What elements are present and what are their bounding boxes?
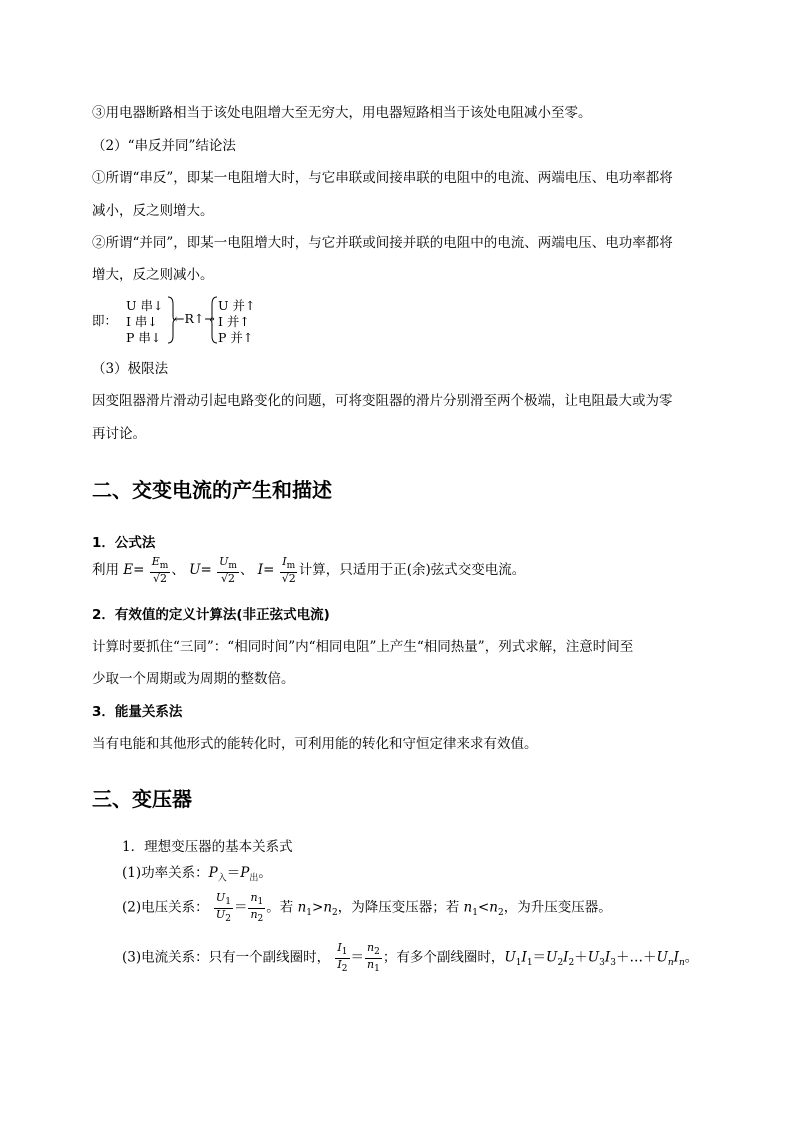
cmp1-n1: n <box>297 899 307 916</box>
cn1-sub: 1 <box>374 963 380 974</box>
series-parallel-mnemonic <box>92 296 292 346</box>
sqrt2-i: √2 <box>281 571 296 585</box>
fraction-u1-u2 <box>214 892 233 924</box>
voltage-mid1: 。若 <box>266 899 298 916</box>
p-in-sub: 入 <box>217 873 227 884</box>
p-out-symbol: P <box>240 865 250 881</box>
i2-symbol: I <box>337 957 342 971</box>
voltage-mid3: ，为升压变压器。 <box>503 899 612 916</box>
paragraph-short-circuit: ③用电器断路相当于该处电阻增大至无穷大，用电器短路相当于该处电阻减小至零。 <box>92 105 592 121</box>
mnemonic-right-i: I 并↑ <box>218 314 250 329</box>
formula-line-effective-values <box>92 556 525 585</box>
cmp2-n2: n <box>489 899 498 916</box>
n1-symbol: n <box>250 891 258 904</box>
mnemonic-left-p: P 串↓ <box>126 330 162 345</box>
subheading-formula-method: 1．公式法 <box>92 535 156 551</box>
power-eq: ＝ <box>226 865 241 881</box>
u2-sub: 2 <box>225 913 231 924</box>
t-end: 。 <box>684 949 699 966</box>
sqrt2-e: √2 <box>153 571 168 585</box>
mnemonic-middle: ←R↑→ <box>174 311 215 326</box>
power-relation <box>122 861 272 884</box>
cmp2-n1-sub: 1 <box>472 908 478 919</box>
cmp1-n2-sub: 2 <box>332 908 338 919</box>
subheading-energy-method: 3．能量关系法 <box>92 704 183 720</box>
current-mid: ；有多个副线圈时， <box>382 949 505 966</box>
gt-sign: > <box>312 899 324 916</box>
fraction-em-sqrt2 <box>150 556 171 585</box>
t-eq: ＝ <box>532 949 547 966</box>
section-heading-transformer: 三、变压器 <box>92 787 192 811</box>
mnemonic-right-u: U 并↑ <box>218 298 256 313</box>
voltage-eq: ＝ <box>233 899 248 916</box>
paragraph-limit-2: 再讨论。 <box>92 426 146 442</box>
subheading-definition-method: 2．有效值的定义计算法(非正弦式电流) <box>92 607 330 623</box>
t-u1-sub: 1 <box>515 958 522 969</box>
power-pre: (1)功率关系： <box>122 865 209 881</box>
um-symbol: U <box>219 555 229 568</box>
n1-sub: 1 <box>257 897 264 908</box>
sep-2: 、 <box>239 562 254 579</box>
t-i3: I <box>604 949 611 966</box>
left-brace-icon <box>210 296 218 344</box>
subheading-ideal-transformer: 1．理想变压器的基本关系式 <box>122 839 293 855</box>
voltage-mid2: ，为降压变压器；若 <box>337 899 464 916</box>
eq-sign-3: = <box>263 562 275 579</box>
lt-sign: < <box>477 899 490 916</box>
n2-symbol: n <box>250 907 258 921</box>
paragraph-limit-1: 因变阻器滑片滑动引起电路变化的问题，可将变阻器的滑片分别滑至两个极端，让电阻最大或为零 <box>92 393 673 409</box>
u1-sub: 1 <box>225 897 231 908</box>
t-plus1: ＋ <box>574 949 588 966</box>
power-end: 。 <box>258 865 272 881</box>
cn2-symbol: n <box>367 941 375 954</box>
cmp2-n2-sub: 2 <box>498 908 504 919</box>
paragraph-three-same-2: 少取一个周期或为周期的整数倍。 <box>92 671 295 687</box>
um-sub: m <box>228 561 237 572</box>
t-plus2: ＋ <box>615 949 630 966</box>
mnemonic-left-u: U 串↓ <box>126 298 164 313</box>
current-eq: ＝ <box>350 949 365 966</box>
t-un-sub: n <box>667 958 674 969</box>
formula-post: 计算，只适用于正(余)弦式交变电流。 <box>298 562 526 579</box>
paragraph-parallel-same-2: 增大，反之则减小。 <box>92 267 214 283</box>
heading-limit-method: （3）极限法 <box>92 361 169 377</box>
t-in-sub: n <box>678 958 685 969</box>
formula-pre: 利用 <box>92 562 119 579</box>
paragraph-series-inverse-1: ①所谓“串反”，即某一电阻增大时，与它串联或间接串联的电阻中的电流、两端电压、电功率都将 <box>92 170 673 186</box>
t-i1: I <box>521 949 527 966</box>
p-in-symbol: P <box>208 865 218 881</box>
fraction-i1-i2 <box>335 942 349 974</box>
t-un: U <box>656 949 668 966</box>
voltage-pre: (2)电压关系： <box>122 899 209 916</box>
fraction-um-sqrt2 <box>217 556 239 585</box>
heading-series-parallel-rule: （2）“串反并同”结论法 <box>92 138 236 154</box>
im-symbol: I <box>282 555 287 568</box>
t-u3: U <box>587 949 600 966</box>
em-symbol: E <box>151 555 160 568</box>
t-dots: … <box>629 949 643 966</box>
fraction-n2-n1 <box>365 942 382 974</box>
t-u3-sub: 3 <box>599 958 605 969</box>
t-in: I <box>673 949 679 966</box>
eq-sign: = <box>133 562 145 579</box>
t-plus3: ＋ <box>642 949 657 966</box>
mnemonic-right-p: P 并↑ <box>218 330 254 345</box>
paragraph-energy: 当有电能和其他形式的能转化时，可利用能的转化和守恒定律来求有效值。 <box>92 736 538 752</box>
n2-sub: 2 <box>257 913 264 924</box>
current-relation <box>122 942 698 974</box>
i1-symbol: I <box>337 941 342 954</box>
symbol-i: I <box>257 562 264 579</box>
cn1-symbol: n <box>367 957 375 971</box>
im-sub: m <box>286 561 296 572</box>
t-i3-sub: 3 <box>610 958 616 969</box>
sqrt2-u: √2 <box>221 571 236 585</box>
symbol-u: U <box>189 562 201 579</box>
cmp1-n2: n <box>323 899 333 916</box>
mnemonic-left-i: I 串↓ <box>126 314 158 329</box>
t-i2: I <box>563 949 569 966</box>
em-sub: m <box>159 561 169 572</box>
section-heading-ac: 二、交变电流的产生和描述 <box>92 478 332 502</box>
cmp2-n1: n <box>463 899 473 916</box>
i1-sub: 1 <box>341 947 348 958</box>
t-u1: U <box>504 949 516 966</box>
eq-sign-2: = <box>200 562 212 579</box>
current-pre: (3)电流关系：只有一个副线圈时， <box>122 949 331 966</box>
t-i2-sub: 2 <box>568 958 575 969</box>
mnemonic-prefix: 即： <box>92 313 118 328</box>
t-u2-sub: 2 <box>557 958 564 969</box>
fraction-n1-n2 <box>248 892 265 924</box>
cmp1-n1-sub: 1 <box>306 908 312 919</box>
p-out-sub: 出 <box>249 873 259 884</box>
u2-symbol: U <box>215 907 226 921</box>
paragraph-three-same-1: 计算时要抓住“三同”：“相同时间”内“相同电阻”上产生“相同热量”，列式求解，注意时间至 <box>92 639 634 655</box>
cn2-sub: 2 <box>374 947 380 958</box>
sep-1: 、 <box>171 562 185 579</box>
voltage-relation <box>122 892 612 924</box>
t-i1-sub: 1 <box>526 958 533 969</box>
paragraph-parallel-same-1: ②所谓“并同”，即某一电阻增大时，与它并联或间接并联的电阻中的电流、两端电压、电功率都将 <box>92 235 673 251</box>
fraction-im-sqrt2 <box>280 556 298 585</box>
u1-symbol: U <box>215 891 226 904</box>
symbol-e: E <box>123 562 134 579</box>
t-u2: U <box>546 949 558 966</box>
paragraph-series-inverse-2: 减小，反之则增大。 <box>92 203 214 219</box>
i2-sub: 2 <box>341 963 348 974</box>
